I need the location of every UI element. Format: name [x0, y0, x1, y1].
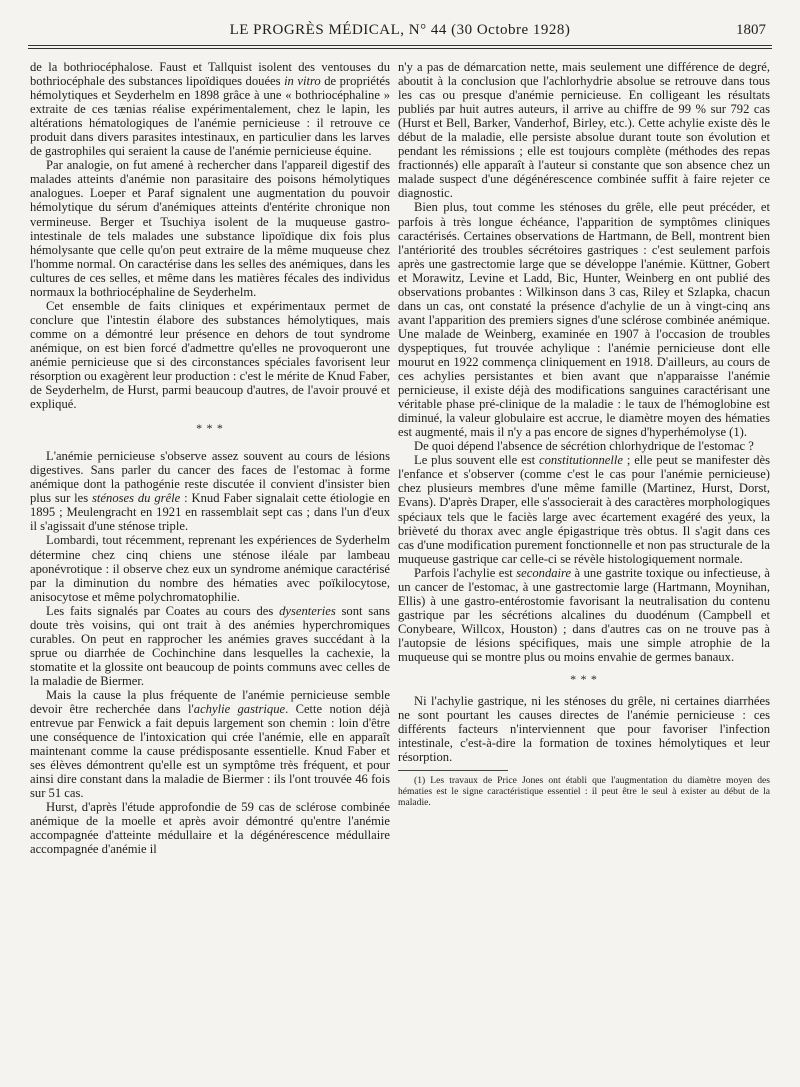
paragraph: Par analogie, on fut amené à rechercher dans l'appareil digestif des malades atteints d'anémie non parasitaire des poisons hémolytiques analogues. Loeper et Paraf signalent une augmentation du pouvoir hémolytique du sérum d'anémiques atteints d'entérite chronique non vermineuse. Berger et Tsuchiya isolent de la muqueuse gastro-intestinale de tels malades une substance lipoïdique dix fois plus hémolysante que celle qu'on peut extraire de la même muqueuse chez l'homme normal. On caractérise dans les selles des anémiques, dans les cultures de ces selles, et même dans les matières fécales des individus normaux la bothriocéphaline de Seyderhelm.: [30, 158, 390, 299]
section-separator: * * *: [570, 672, 598, 687]
paragraph: L'anémie pernicieuse s'observe assez souvent au cours de lésions digestives. Sans parler du cancer des faces de l'estomac à forme anémique dont la pathogénie reste discutée il convient d'insister bien plus sur les sténoses du grêle : Knud Faber signalait cette étiologie en 1895 ; Meulengracht en 1921 en rassemblait sept cas ; dans l'un d'eux il s'agissait d'une sténose triple.: [30, 449, 390, 534]
right-column: [398, 60, 770, 808]
footnote-rule: [398, 770, 508, 771]
paragraph: De quoi dépend l'absence de sécrétion chlorhydrique de l'estomac ?: [414, 439, 754, 454]
footnote: (1) Les travaux de Price Jones ont établi que l'augmentation du diamètre moyen des hématies est le signe caractéristique essentiel : il peut être le seul à exister au début de la maladie.: [398, 775, 770, 809]
paragraph: Bien plus, tout comme les sténoses du grêle, elle peut précéder, et parfois à très longue échéance, l'apparition de symptômes cliniques caractérisés. Certaines observations de Hartmann, de Bell, montrent bien l'antériorité des troubles sécrétoires gastriques : c'est seulement parfois après une gastrectomie large que se développe l'anémie. Küttner, Gobert et Morawitz, Levine et Ladd, Bic, Hunter, Weinberg en ont publié des observations probantes : Wilkinson dans 3 cas, Riley et Szlapka, chacun dans un cas, ont constaté la présence d'achylie de un à vingt-cinq ans avant l'apparition des premiers signes d'une sclérose combinée anémique. Une malade de Weinberg, examinée en 1907 à l'occasion de troubles dyspeptiques, fut trouvée achylique : l'anémie pernicieuse dont elle mourut en 1922 commença cliniquement en 1918. D'ailleurs, au cours de ces achylies persistantes et bien avant que n'apparaisse l'anémie pernicieuse, il existe déjà des modifications sanguines caractérisant une véritable phase pré-clinique de la maladie : le taux de l'hémoglobine est diminué, la valeur globulaire est accrue, le diamètre moyen des hématies est augmenté, mais il n'y a pas encore de signes d'hyperhémolyse (1).: [398, 200, 770, 440]
paragraph: Cet ensemble de faits cliniques et expérimentaux permet de conclure que l'intestin élabore des substances hémolytiques, mais comme on a démontré leur présence en dehors de tout syndrome anémique, on est bien forcé d'admettre qu'elles ne provoqueront une anémie pernicieuse que si des circonstances spéciales favorisent leur résorption ou exagèrent leur production : c'est le mérite de Knud Faber, de Seyderhelm, de Hurst, parmi beaucoup d'autres, de l'avoir prouvé et expliqué.: [30, 298, 390, 412]
running-header: [28, 22, 772, 44]
paragraph: Mais la cause la plus fréquente de l'anémie pernicieuse semble devoir être recherchée dans l'achylie gastrique. Cette notion déjà entrevue par Fenwick a fait depuis largement son chemin : loin d'être une conséquence de l'intoxication qui crée l'anémie, elle en apparaît maintenant comme la cause prédisposante essentielle. Knud Faber et ses élèves démontrent qu'elle est un symptôme très fréquent, et pour ainsi dire constant dans la maladie de Biermer : ils l'ont trouvée 46 fois sur 51 cas.: [30, 687, 390, 801]
paragraph: n'y a pas de démarcation nette, mais seulement une différence de degré, aboutit à la conclusion que l'achlorhydrie absolue se retrouve dans tous les cas ou presque d'anémie pernicieuse. En colligeant les résultats publiés par huit autres auteurs, il arrive au chiffre de 99 % sur 792 cas (Hurst et Bell, Barker, Vanderhof, Birley, etc.). Cette achylie existe dès le début de la maladie, elle persiste absolue durant toute son évolution et pendant les rémissions ; elle est toujours complète (méthodes des repas fractionnés) elle apparaît à l'auteur si constante que son absence chez un malade suspect d'une dégénérescence combinée suffit à faire rejeter ce diagnostic.: [398, 60, 770, 201]
page-number: 1807: [736, 22, 766, 38]
paragraph: de la bothriocéphalose. Faust et Tallquist isolent des ventouses du bothriocéphale des substances lipoïdiques douées in vitro de propriétés hémolytiques et Seyderhelm en 1898 grâce à une « bothriocéphaline » extraite de ces tænias réalise expérimentalement, chez le lapin, les altérations hématologiques de l'anémie pernicieuse : il retrouve ce produit dans divers parasites intestinaux, en particulier dans les larves de gastrophiles qui seraient la cause de l'anémie pernicieuse équine.: [30, 60, 390, 159]
section-separator: * * *: [196, 421, 224, 436]
left-column: [30, 60, 390, 857]
header-rule-top: [28, 45, 772, 46]
journal-title: LE PROGRÈS MÉDICAL, N° 44 (30 Octobre 1928): [229, 22, 571, 38]
paragraph: Hurst, d'après l'étude approfondie de 59 cas de sclérose combinée anémique de la moelle et après avoir démontré qu'entre l'anémie accompagnée d'atteinte médullaire et la dégénérescence médullaire accompagnée d'anémie il: [30, 800, 390, 857]
paragraph: Lombardi, tout récemment, reprenant les expériences de Syderhelm détermine chez cinq chiens une sténose iléale par lambeau aponévrotique : il observe chez eux un syndrome anémique caractérisé par la diminution du nombre des hématies avec poïkilocytose, anisocytose et même polychromatophilie.: [30, 533, 390, 604]
header-rule-bottom: [28, 48, 772, 49]
paragraph: Parfois l'achylie est secondaire à une gastrite toxique ou infectieuse, à un cancer de l'estomac, à une gastrectomie large (Hartmann, Moynihan, Ellis) à une gastro-entérostomie favorisant la neutralisation du contenu gastrique par les sécrétions alcalines du duodénum (Campbell et Conybeare, Willcox, Houston) ; dans d'autres cas on ne trouve pas à l'autopsie de lésions spécifiques, mais une simple atrophie de la muqueuse qui se montre plus ou moins envahie de germes banaux.: [398, 565, 770, 664]
paragraph: Ni l'achylie gastrique, ni les sténoses du grêle, ni certaines diarrhées ne sont pourtant les causes directes de l'anémie pernicieuse : ces différents facteurs n'interviennent que pour favoriser l'infection intestinale, c'est-à-dire la formation de toxines hémolytiques et leur résorption.: [398, 694, 770, 765]
paragraph: Le plus souvent elle est constitutionnelle ; elle peut se manifester dès l'enfance et s'observer (comme c'est le cas pour l'anémie pernicieuse) chez plusieurs membres d'une même famille (Martinez, Hurst, Dorst, Evans). D'après Draper, elle s'associerait à des caractères morphologiques spéciaux tels que le faciès large avec écartement exagéré des yeux, la brièveté du thorax avec angle épigastrique très obtus. Il s'agit dans ces cas d'une modification purement fonctionnelle et non pas structurale de la muqueuse gastrique car celle-ci se révèle histologiquement normale.: [398, 453, 770, 566]
paragraph: Les faits signalés par Coates au cours des dysenteries sont sans doute très voisins, qui ont trait à des anémies hyperchromiques curables. On peut en rapprocher les anémies graves succédant à la sprue ou diarrhée de Cochinchine dans lesquelles la cachexie, la stomatite et la glossite ont beaucoup de points communs avec celles de la maladie de Biermer.: [30, 603, 390, 688]
